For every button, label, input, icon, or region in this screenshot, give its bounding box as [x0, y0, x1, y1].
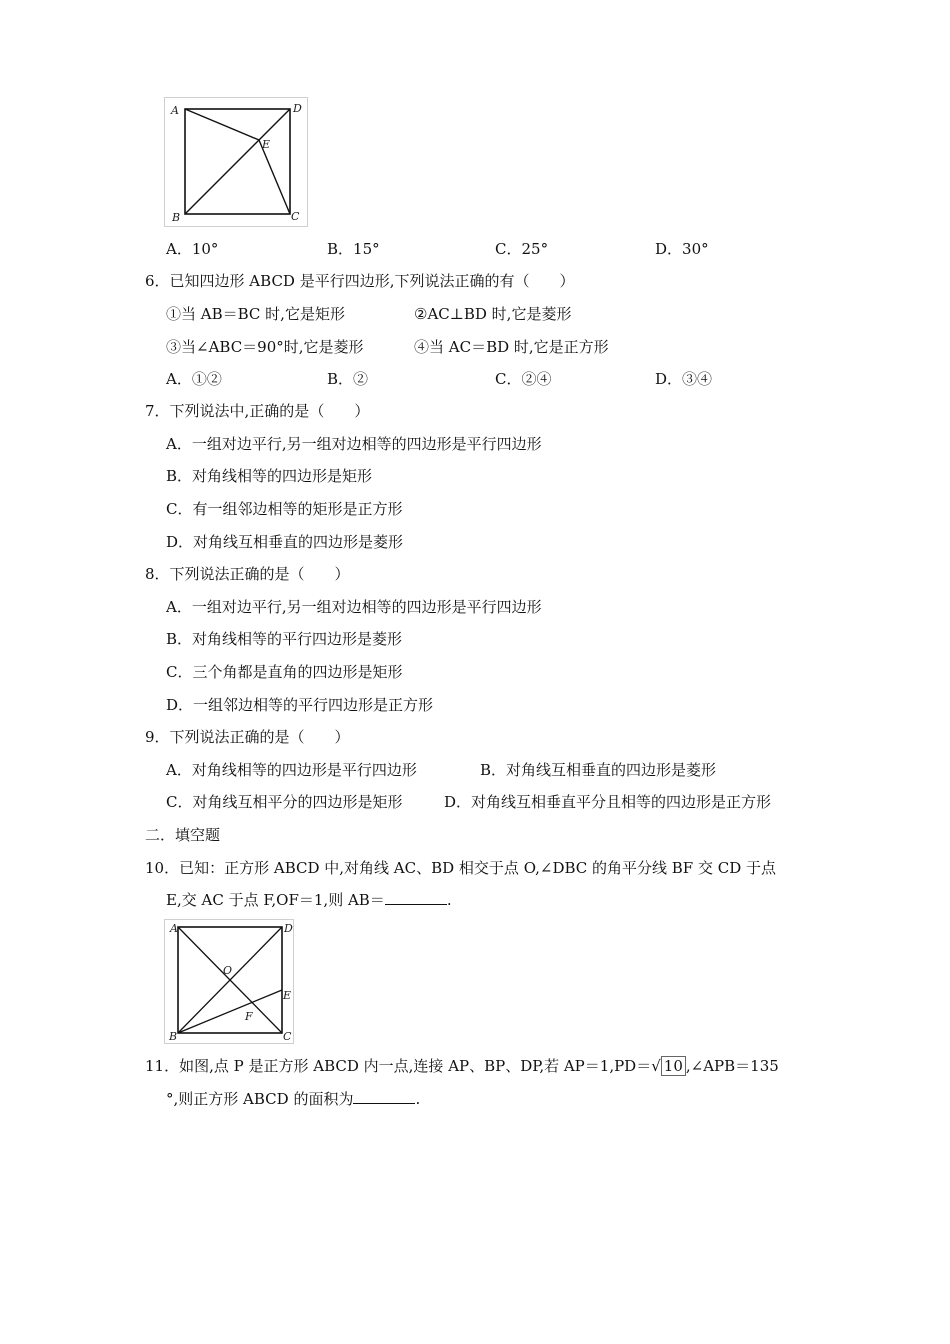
- q6-statement-2: ②AC⊥BD 时,它是菱形: [414, 305, 572, 323]
- q5-label-e: E: [262, 138, 271, 151]
- q7-option-d: D．对角线互相垂直的四边形是菱形: [166, 533, 404, 551]
- q5-label-c: C: [291, 210, 300, 223]
- q7-stem: 7．下列说法中,正确的是（ ）: [145, 402, 370, 420]
- q5-figure: [164, 97, 308, 227]
- q10-label-o: O: [223, 964, 233, 977]
- q11-line1-tail: ,∠APB＝135: [685, 1057, 779, 1075]
- q5-label-a: A: [171, 104, 179, 117]
- q9-option-a: A．对角线相等的四边形是平行四边形: [166, 761, 417, 779]
- q10-line2: [166, 890, 452, 910]
- q10-label-e: E: [283, 989, 292, 1002]
- q11-line1-text: 11．如图,点 P 是正方形 ABCD 内一点,连接 AP、BP、DP,若 AP＝1,PD＝: [145, 1057, 652, 1075]
- q6-statement-1: ①当 AB＝BC 时,它是矩形: [166, 305, 345, 323]
- sqrt-symbol: √: [651, 1057, 661, 1075]
- q10-answer-blank[interactable]: [385, 890, 447, 905]
- q5-option-c: C．25°: [495, 240, 549, 258]
- q10-label-f: F: [245, 1010, 253, 1023]
- q11-line2-text: °,则正方形 ABCD 的面积为: [166, 1090, 354, 1108]
- q10-figure: [164, 919, 294, 1044]
- q8-option-d: D．一组邻边相等的平行四边形是正方形: [166, 696, 434, 714]
- q6-option-c: C．②④: [495, 370, 552, 388]
- q7-option-b: B．对角线相等的四边形是矩形: [166, 467, 373, 485]
- q9-stem: 9．下列说法正确的是（ ）: [145, 728, 350, 746]
- q6-statement-3: ③当∠ABC＝90°时,它是菱形: [166, 338, 364, 356]
- q5-option-d: D．30°: [655, 240, 709, 258]
- q6-stem: 6．已知四边形 ABCD 是平行四边形,下列说法正确的有（ ）: [145, 272, 575, 290]
- q7-option-c: C．有一组邻边相等的矩形是正方形: [166, 500, 403, 518]
- q10-line1: 10．已知：正方形 ABCD 中,对角线 AC、BD 相交于点 O,∠DBC 的角平分线 BF 交 CD 于点: [145, 859, 777, 877]
- q5-option-a: A．10°: [166, 240, 219, 258]
- q8-stem: 8．下列说法正确的是（ ）: [145, 565, 350, 583]
- q8-option-c: C．三个角都是直角的四边形是矩形: [166, 663, 403, 681]
- q10-label-d: D: [284, 922, 293, 935]
- q6-option-b: B．②: [327, 370, 369, 388]
- q9-option-c: C．对角线互相平分的四边形是矩形: [166, 793, 403, 811]
- q10-end: .: [446, 891, 452, 909]
- q10-label-c: C: [283, 1030, 292, 1043]
- q5-option-b: B．15°: [327, 240, 380, 258]
- q8-option-a: A．一组对边平行,另一组对边相等的四边形是平行四边形: [166, 598, 542, 616]
- q10-label-a: A: [170, 922, 178, 935]
- q11-line1: [145, 1056, 779, 1076]
- section-heading-fill-in: 二．填空题: [145, 826, 221, 844]
- q10-line2-text: E,交 AC 于点 F,OF＝1,则 AB＝: [166, 891, 385, 909]
- q9-option-b: B．对角线互相垂直的四边形是菱形: [480, 761, 717, 779]
- q11-sqrt-value: 10: [661, 1056, 686, 1076]
- q6-option-a: A．①②: [166, 370, 222, 388]
- q11-line2: [166, 1089, 420, 1109]
- q11-end: .: [415, 1090, 421, 1108]
- q11-answer-blank[interactable]: [353, 1089, 415, 1104]
- q5-label-d: D: [293, 102, 302, 115]
- q5-label-b: B: [172, 211, 181, 224]
- q10-label-b: B: [169, 1030, 178, 1043]
- q6-option-d: D．③④: [655, 370, 713, 388]
- q7-option-a: A．一组对边平行,另一组对边相等的四边形是平行四边形: [166, 435, 542, 453]
- q8-option-b: B．对角线相等的平行四边形是菱形: [166, 630, 403, 648]
- q6-statement-4: ④当 AC＝BD 时,它是正方形: [414, 338, 609, 356]
- q9-option-d: D．对角线互相垂直平分且相等的四边形是正方形: [444, 793, 772, 811]
